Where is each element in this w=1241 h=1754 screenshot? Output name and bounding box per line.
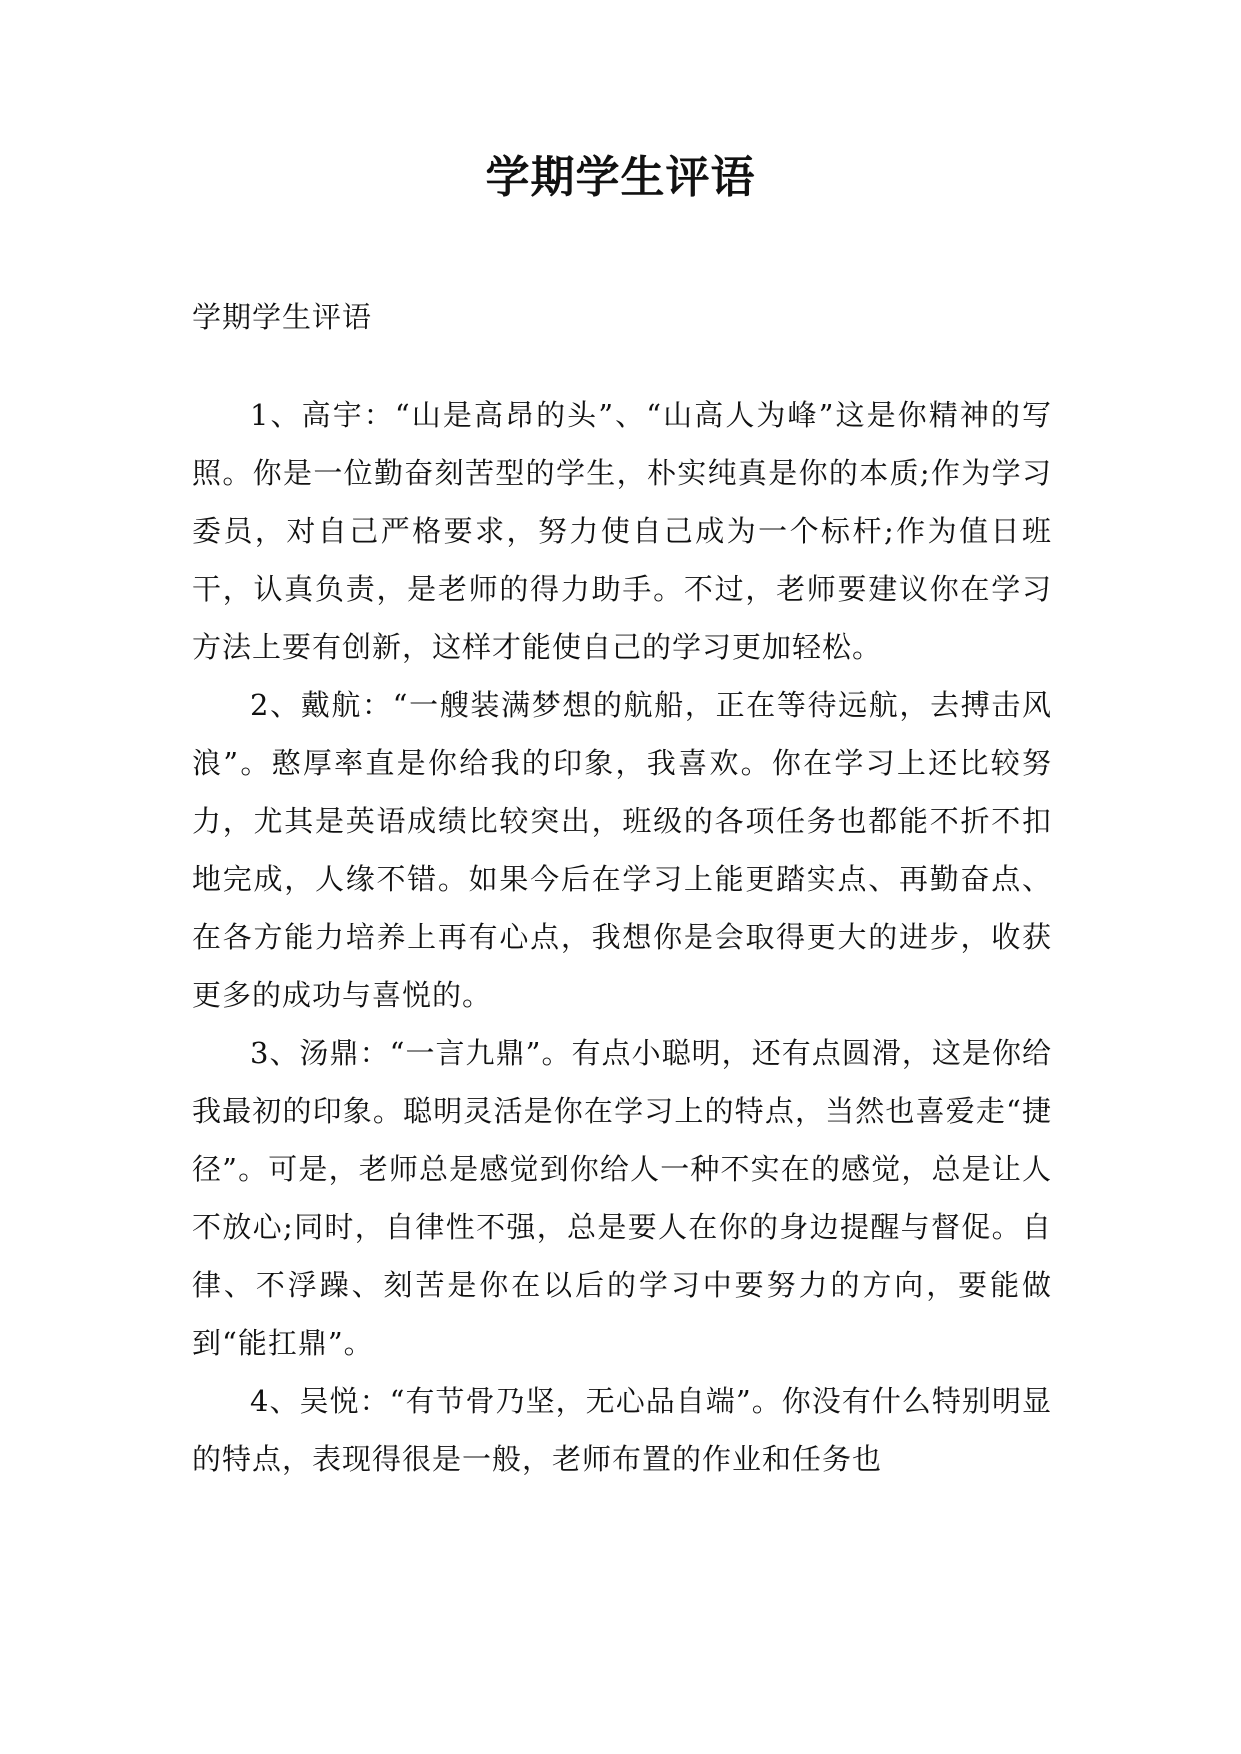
document-body xyxy=(192,288,1052,1488)
paragraph-3: 3、汤鼎：“一言九鼎”。有点小聪明，还有点圆滑，这是你给我最初的印象。聪明灵活是你在学习上的特点，当然也喜爱走“捷径”。可是，老师总是感觉到你给人一种不实在的感觉，总是让人不放心;同时，自律性不强，总是要人在你的身边提醒与督促。自律、不浮躁、刻苦是你在以后的学习中要努力的方向，要能做到“能扛鼎”。 xyxy=(192,1036,1052,1360)
paragraph-4: 4、吴悦：“有节骨乃坚，无心品自端”。你没有什么特别明显的特点，表现得很是一般，老师布置的作业和任务也 xyxy=(192,1384,1052,1476)
paragraph-2: 2、戴航：“一艘装满梦想的航船，正在等待远航，去搏击风浪”。憨厚率直是你给我的印象，我喜欢。你在学习上还比较努力，尤其是英语成绩比较突出，班级的各项任务也都能不折不扣地完成，人缘不错。如果今后在学习上能更踏实点、再勤奋点、在各方能力培养上再有心点，我想你是会取得更大的进步，收获更多的成功与喜悦的。 xyxy=(192,688,1052,1012)
paragraph-1: 1、高宇：“山是高昂的头”、“山高人为峰”这是你精神的写照。你是一位勤奋刻苦型的学生，朴实纯真是你的本质;作为学习委员，对自己严格要求，努力使自己成为一个标杆;作为值日班干，认真负责，是老师的得力助手。不过，老师要建议你在学习方法上要有创新，这样才能使自己的学习更加轻松。 xyxy=(192,398,1052,664)
document-subtitle: 学期学生评语 xyxy=(192,300,373,334)
document-title: 学期学生评语 xyxy=(485,152,756,203)
